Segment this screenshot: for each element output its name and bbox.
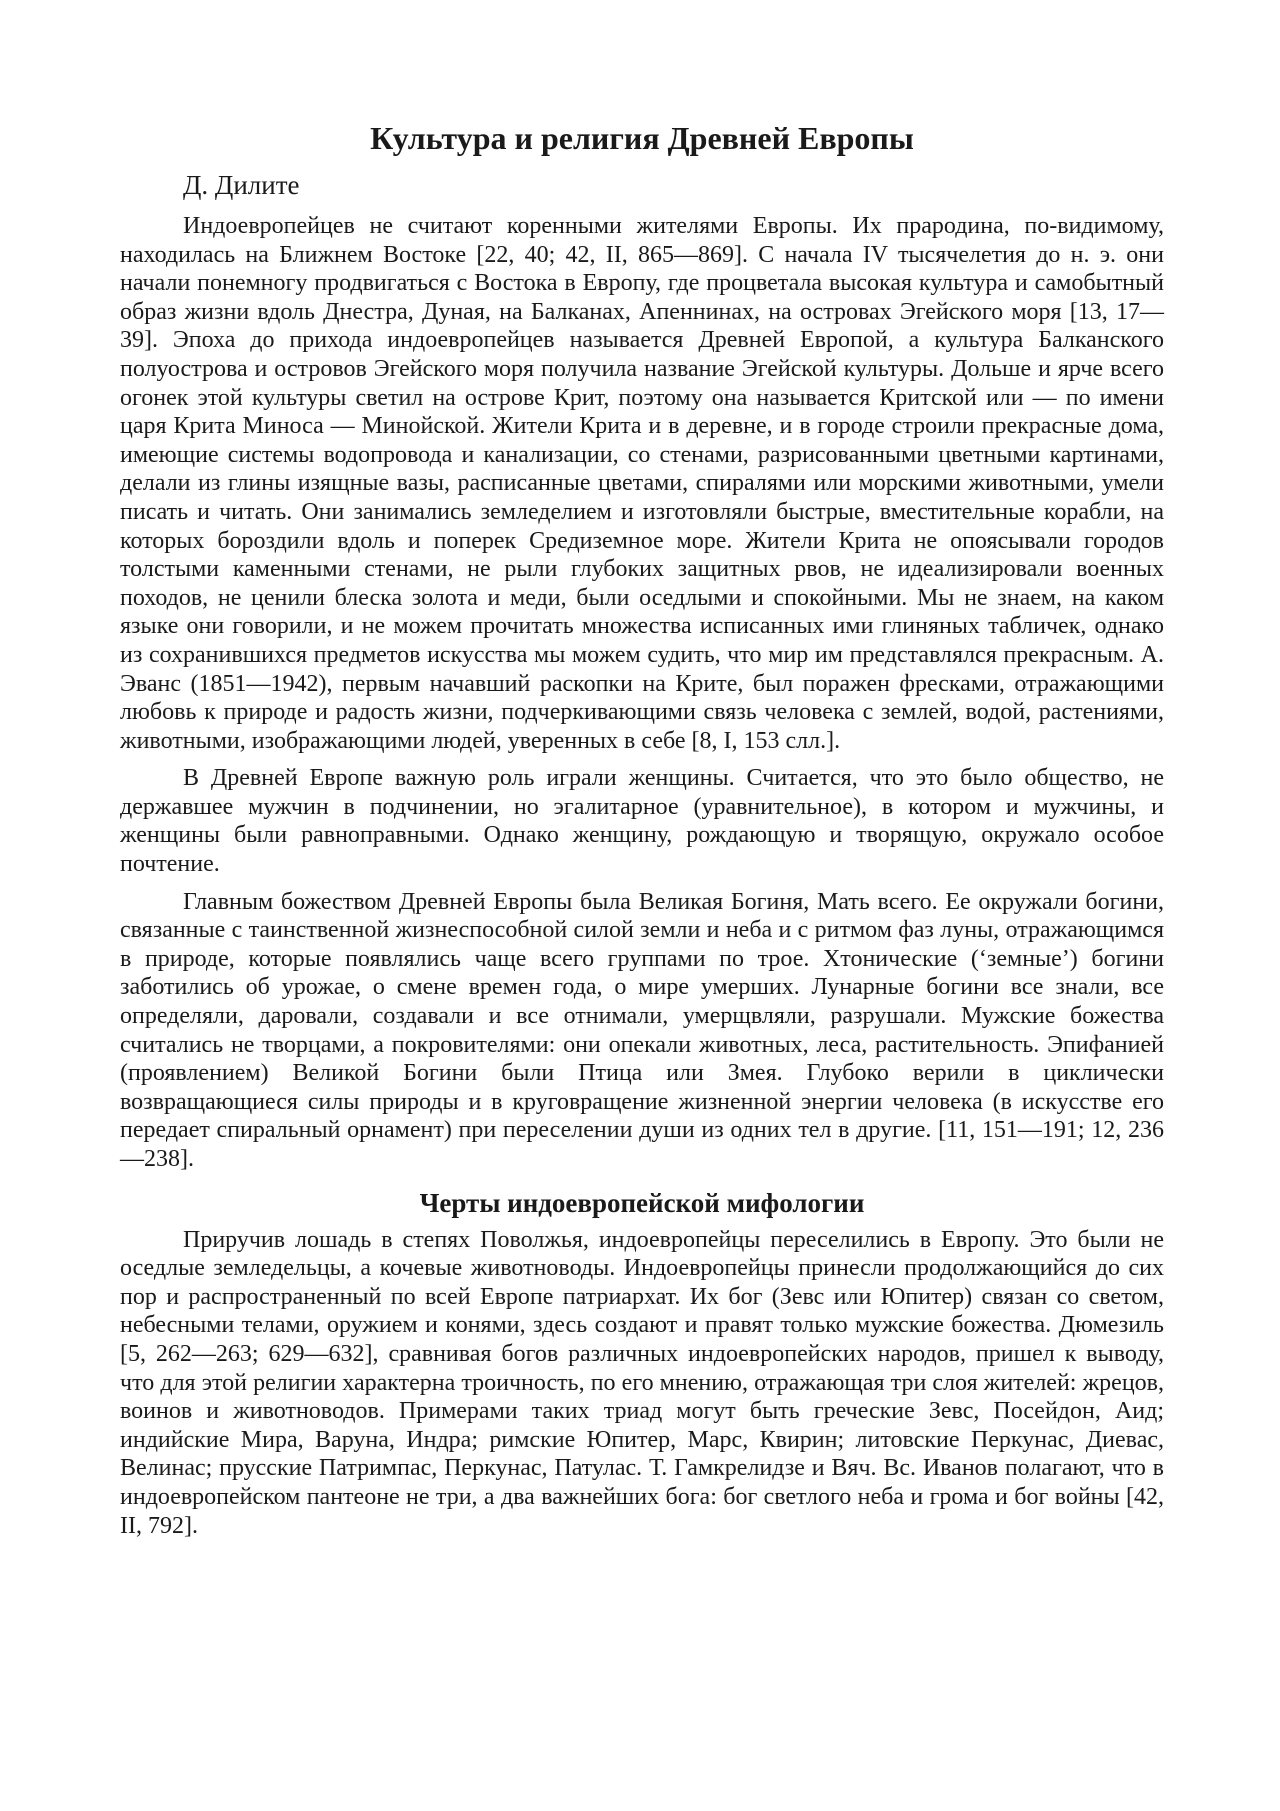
section-paragraph-1: Приручив лошадь в степях Поволжья, индоевропейцы переселились в Европу. Это были не оседлые земледельцы, а кочевые животноводы. Индоевропейцы принесли продолжающийся до сих пор и распространенный по всей Европе патриархат. Их бог (Зевс или Юпитер) связан со светом, небесными телами, оружием и конями, здесь создают и правят только мужские божества. Дюмезиль [5, 262—263; 629—632], сравнивая богов различных индоевропейских народов, пришел к выводу, что для этой религии характерна троичность, по его мнению, отражающая три слоя жителей: жрецов, воинов и животноводов. Примерами таких триад могут быть греческие Зевс, Посейдон, Аид; индийские Мира, Варуна, Индра; римские Юпитер, Марс, Квирин; литовские Перкунас, Диевас, Велинас; прусские Патримпас, Перкунас, Патулас. Т. Гамкрелидзе и Вяч. Вс. Иванов полагают, что в индоевропейском пантеоне не три, а два важнейших бога: бог светлого неба и грома и бог войны [42, II, 792]. [120, 1226, 1164, 1539]
author-name: Д. Дилите [183, 170, 300, 200]
section-heading: Черты индоевропейской мифологии [419, 1187, 865, 1218]
paragraph-3: Главным божеством Древней Европы была Великая Богиня, Мать всего. Ее окружали богини, связанные с таинственной жизнеспособной силой земли и неба и с ритмом фаз луны, отражающимся в природе, которые появлялись чаще всего группами по трое. Хтонические (‘земные’) богини заботились об урожае, о смене времен года, о мире умерших. Лунарные богини все знали, все определяли, даровали, создавали и все отнимали, умерщвляли, разрушали. Мужские божества считались не творцами, а покровителями: они опекали животных, леса, растительность. Эпифанией (проявлением) Великой Богини были Птица или Змея. Глубоко верили в циклически возвращающиеся силы природы и в круговращение жизненной энергии человека (в искусстве его передает спиральный орнамент) при переселении души из одних тел в другие. [11, 151—191; 12, 236—238]. [120, 888, 1164, 1172]
paragraph-1: Индоевропейцев не считают коренными жителями Европы. Их прародина, по-видимому, находилась на Ближнем Востоке [22, 40; 42, II, 865—869]. С начала IV тысячелетия до н. э. они начали понемногу продвигаться с Востока в Европу, где процветала высокая культура и самобытный образ жизни вдоль Днестра, Дуная, на Балканах, Апеннинах, на островах Эгейского моря [13, 17—39]. Эпоха до прихода индоевропейцев называется Древней Европой, а культура Балканского полуострова и островов Эгейского моря получила название Эгейской культуры. Дольше и ярче всего огонек этой культуры светил на острове Крит, поэтому она называется Критской или — по имени царя Крита Миноса — Минойской. Жители Крита и в деревне, и в городе строили прекрасные дома, имеющие системы водопровода и канализации, со стенами, разрисованными цветными картинами, делали из глины изящные вазы, расписанные цветами, спиралями или морскими животными, умели писать и читать. Они занимались земледелием и изготовляли быстрые, вместительные корабли, на которых бороздили вдоль и поперек Средиземное море. Жители Крита не опоясывали городов толстыми каменными стенами, не рыли глубоких защитных рвов, не идеализировали военных походов, не ценили блеска золота и меди, были оседлыми и спокойными. Мы не знаем, на каком языке они говорили, и не можем прочитать множества исписанных ими глиняных табличек, однако из сохранившихся предметов искусства мы можем судить, что мир им представлялся прекрасным. А. Эванс (1851—1942), первым начавший раскопки на Крите, был поражен фресками, отражающими любовь к природе и радость жизни, подчеркивающими связь человека с землей, водой, растениями, животными, изображающими людей, уверенных в себе [8, I, 153 слл.]. [120, 213, 1164, 754]
paragraph-2: В Древней Европе важную роль играли женщины. Считается, что это было общество, не державшее мужчин в подчинении, но эгалитарное (уравнительное), в котором и мужчины, и женщины были равноправными. Однако женщину, рождающую и творящую, окружало особое почтение. [120, 765, 1164, 878]
document-title: Культура и религия Древней Европы [370, 120, 914, 156]
document-page [120, 118, 1164, 1549]
